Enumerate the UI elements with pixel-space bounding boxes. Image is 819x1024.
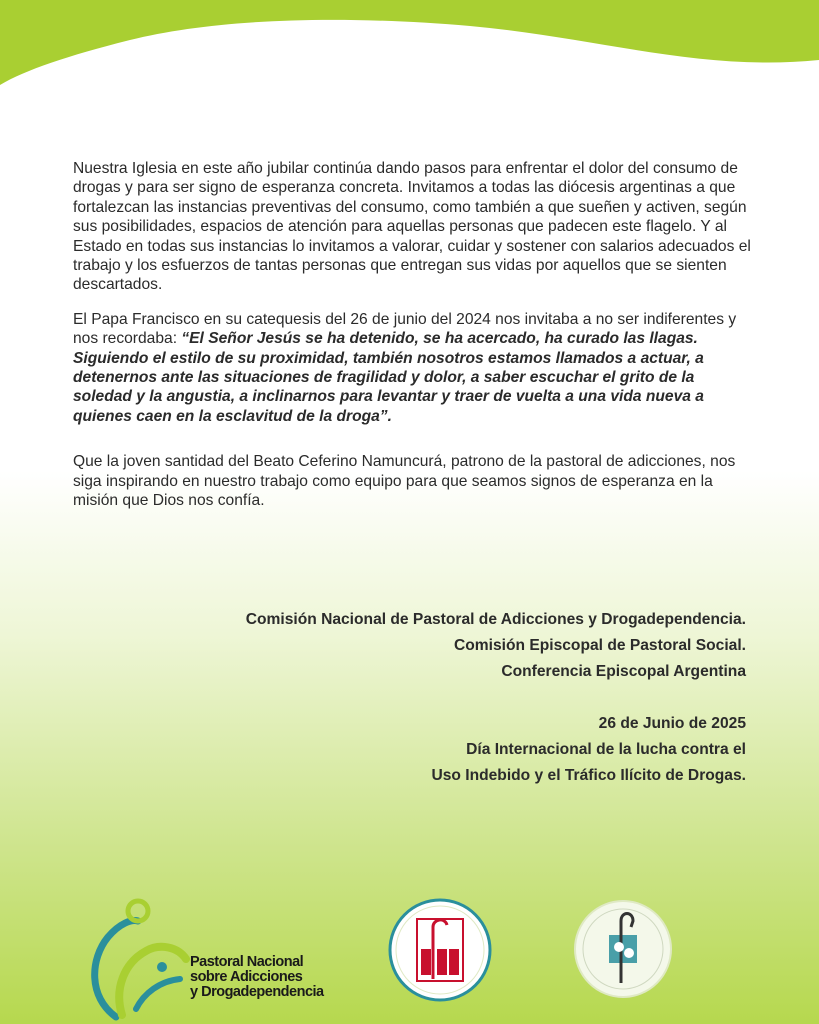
pastoral-figure-icon — [86, 897, 196, 1022]
paragraph-2 — [73, 310, 753, 426]
paragraph-1: Nuestra Iglesia en este año jubilar continúa dando pasos para enfrentar el dolor del consumo de drogas y para ser signo de esperanza concreta. Invitamos a todas las diócesis argentinas a que fortalezcan las instancias preventivas del consumo, como también a que sueñen y activen, según sus posibilidades, espacios de atención para aquellas personas que padecen este flagelo. Y al Estado en todas sus instancias lo invitamos a valorar, cuidar y sostener con salarios adecuados el trabajo y los esfuerzos de tantas personas que entregan sus vidas por aquellos que se sienten descartados. — [73, 160, 751, 294]
signature-occasion-2: Uso Indebido y el Tráfico Ilícito de Drogas. — [431, 767, 746, 784]
pastoral-logo-line-2: sobre Adicciones — [190, 969, 303, 985]
signature-block — [246, 607, 746, 789]
pastoral-social-seal-logo — [573, 899, 673, 999]
paragraph-3: Que la joven santidad del Beato Ceferino Namuncurá, patrono de la pastoral de adicciones, nos siga inspirando en nuestro trabajo como equipo para que seamos signos de esperanza en la misión que Dios nos confía. — [73, 453, 736, 510]
signature-occasion-1: Día Internacional de la lucha contra el — [466, 741, 746, 758]
signature-line-1: Comisión Nacional de Pastoral de Adicciones y Drogadependencia. — [245, 611, 746, 628]
signature-date: 26 de Junio de 2025 — [598, 715, 746, 732]
top-green-wave — [0, 0, 819, 95]
cea-seal-logo — [387, 897, 493, 1003]
pope-quote: “El Señor Jesús se ha detenido, se ha acercado, ha curado las llagas. Siguiendo el estilo de su proximidad, también nosotros estamos llamados a actuar, a detenernos ante las situaciones de fragilidad y dolor, a saber escuchar el grito de la soledad y la angustia, a inclinarnos para levantar y traer de vuelta a una vida nueva a quienes caen en la esclavitud de la droga”. — [73, 330, 704, 425]
pastoral-nacional-logo — [86, 897, 376, 1022]
letter-body — [73, 159, 753, 526]
signature-line-3: Conferencia Episcopal Argentina — [501, 663, 746, 680]
pastoral-logo-line-3: y Drogadependencia — [190, 984, 324, 1000]
signature-line-2: Comisión Episcopal de Pastoral Social. — [453, 637, 746, 654]
pastoral-logo-line-1: Pastoral Nacional — [190, 954, 304, 970]
paragraph-2-intro: El Papa Francisco en su catequesis del 26 de junio del 2024 nos invitaba a no ser indiferentes y nos recordaba: — [73, 310, 737, 348]
